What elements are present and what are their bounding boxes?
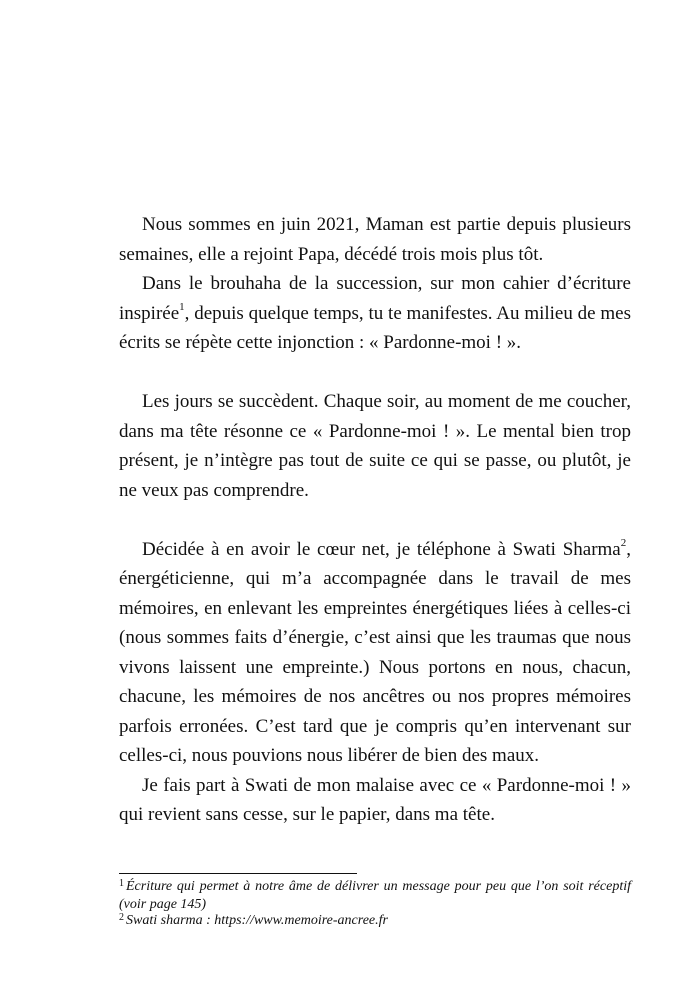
paragraph-spacer xyxy=(119,358,631,388)
footnotes xyxy=(119,879,631,931)
footnote-separator xyxy=(119,873,357,874)
footnote-text-2: Swati sharma : https://www.memoire-ancree.fr xyxy=(126,913,388,928)
footnote-number-1: 1 xyxy=(119,878,124,889)
paragraph-spacer xyxy=(119,505,631,535)
footnote-1 xyxy=(119,879,631,913)
footnote-ref-1: 1 xyxy=(179,301,185,314)
paragraph-3: Les jours se succèdent. Chaque soir, au moment de me coucher, dans ma tête résonne ce « Pardonne-moi ! ». Le mental bien trop présent, je n’intègre pas tout de suite ce qui se passe, ou plutôt, je ne veux pas comprendre. xyxy=(119,391,631,501)
footnote-ref-2: 2 xyxy=(620,537,627,550)
paragraph-1: Nous sommes en juin 2021, Maman est partie depuis plusieurs semaines, elle a rejoint Papa, décédé trois mois plus tôt. xyxy=(119,214,631,265)
paragraph-2 xyxy=(119,269,631,358)
main-text xyxy=(119,210,631,830)
paragraph-5: Je fais part à Swati de mon malaise avec ce « Pardonne-moi ! » qui revient sans cesse, sur le papier, dans ma tête. xyxy=(119,774,631,825)
footnote-number-2: 2 xyxy=(119,912,124,923)
footnote-text-1: Écriture qui permet à notre âme de délivrer un message pour peu que l’on soit réceptif (voir page 145) xyxy=(119,879,631,912)
paragraph-2-text-before: Dans le brouhaha de la succession, sur mon cahier d’écriture inspirée xyxy=(119,273,631,324)
paragraph-4-text-before: Décidée à en avoir le cœur net, je téléphone à Swati Sharma xyxy=(142,538,621,560)
paragraph-4-text-after: , énergéticienne, qui m’a accompagnée dans le travail de mes mémoires, en enlevant les empreintes énergétiques liées à celles-ci (nous sommes faits d’énergie, c’est ainsi que les traumas que nous vivons laissent une empreinte.) Nous portons en nous, chacun, chacune, les mémoires de nos ancêtres ou nos propres mémoires parfois erronées. C’est tard que je compris qu’en intervenant sur celles-ci, nous pouvions nous libérer de bien des maux. xyxy=(119,538,631,766)
footnote-2 xyxy=(119,913,631,931)
paragraph-2-text-after: , depuis quelque temps, tu te manifestes. Au milieu de mes écrits se répète cette injonction : « Pardonne-moi ! ». xyxy=(119,302,631,353)
paragraph-4 xyxy=(119,535,631,771)
